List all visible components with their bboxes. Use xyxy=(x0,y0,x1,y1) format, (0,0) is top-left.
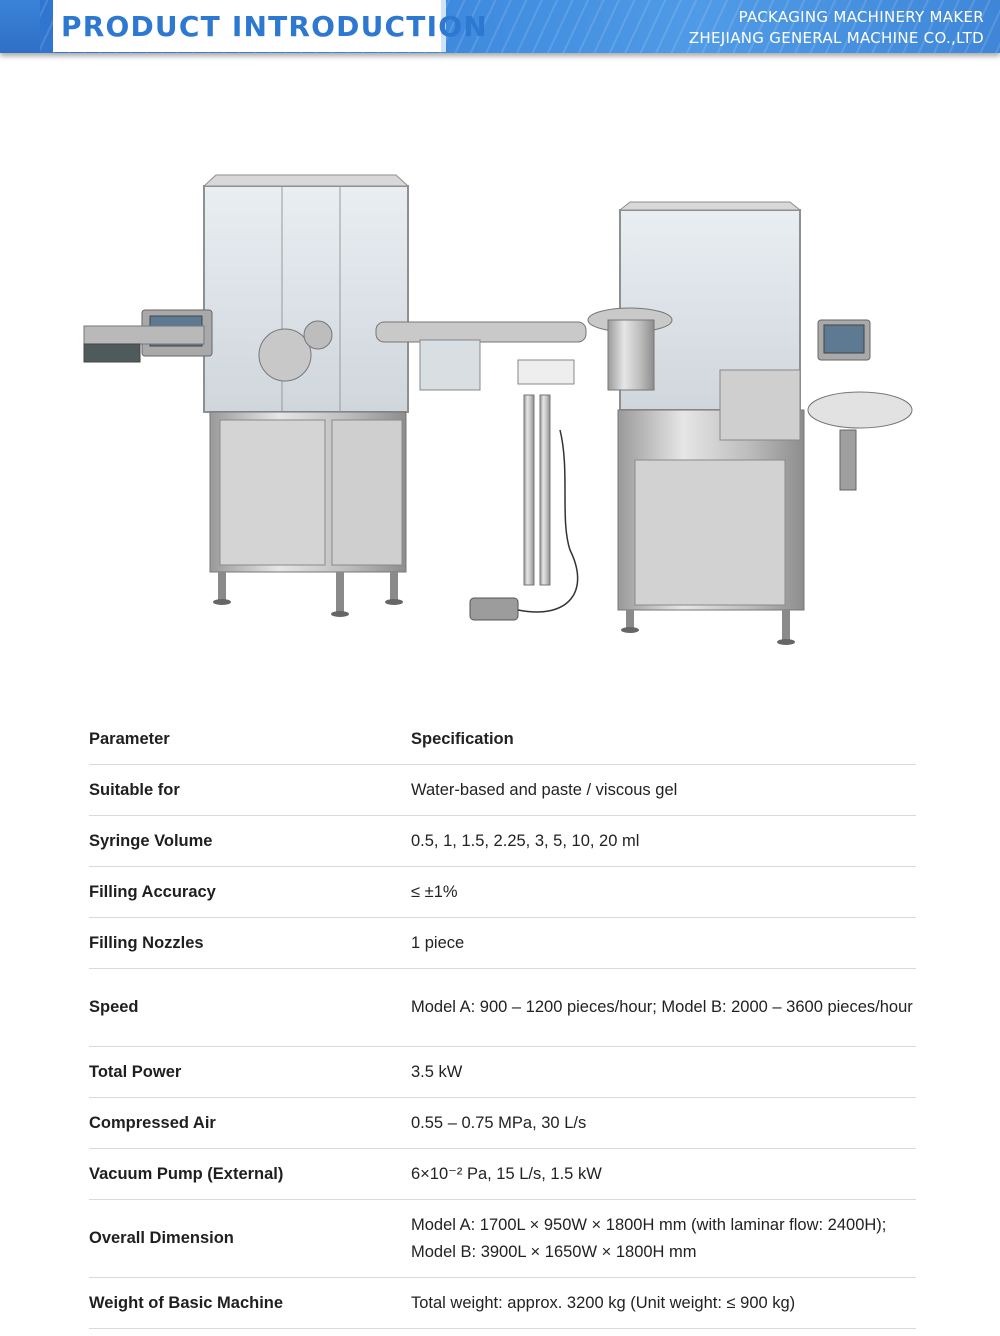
column-header-specification: Specification xyxy=(411,714,916,765)
specification-cell: 6×10⁻² Pa, 15 L/s, 1.5 kW xyxy=(411,1149,916,1200)
specification-cell: 3.5 kW xyxy=(411,1047,916,1098)
specification-cell: Total weight: approx. 3200 kg (Unit weight: ≤ 900 kg) xyxy=(411,1278,916,1329)
specification-cell: 0.55 – 0.75 MPa, 30 L/s xyxy=(411,1098,916,1149)
parameter-cell: Syringe Volume xyxy=(89,816,411,867)
syringe-filling-machine-photo xyxy=(70,170,930,660)
title-box xyxy=(53,0,488,52)
specification-cell: Water-based and paste / viscous gel xyxy=(411,765,916,816)
company-name: ZHEJIANG GENERAL MACHINE CO.,LTD xyxy=(688,29,984,47)
parameter-cell: Suitable for xyxy=(89,765,411,816)
parameter-cell: Speed xyxy=(89,969,411,1047)
parameter-cell: Vacuum Pump (External) xyxy=(89,1149,411,1200)
table-row xyxy=(89,1098,916,1149)
page-title: PRODUCT INTRODUCTION xyxy=(61,9,488,43)
specification-table xyxy=(89,714,916,1329)
header-banner xyxy=(0,0,1000,53)
parameter-cell: Weight of Basic Machine xyxy=(89,1278,411,1329)
banner-left-strip xyxy=(0,0,40,53)
specification-cell: ≤ ±1% xyxy=(411,867,916,918)
left-machine xyxy=(84,175,408,617)
company-info xyxy=(689,7,984,49)
table-row xyxy=(89,867,916,918)
parameter-cell: Overall Dimension xyxy=(89,1200,411,1278)
table-row xyxy=(89,918,916,969)
column-header-parameter: Parameter xyxy=(89,714,411,765)
specification-cell: 1 piece xyxy=(411,918,916,969)
parameter-cell: Compressed Air xyxy=(89,1098,411,1149)
specification-cell: Model A: 900 – 1200 pieces/hour; Model B: 2000 – 3600 pieces/hour xyxy=(411,969,916,1047)
table-row xyxy=(89,765,916,816)
table-row xyxy=(89,1047,916,1098)
right-machine xyxy=(588,202,912,645)
table-row xyxy=(89,969,916,1047)
company-tagline: PACKAGING MACHINERY MAKER xyxy=(738,8,984,26)
table-row xyxy=(89,1200,916,1278)
parameter-cell: Filling Accuracy xyxy=(89,867,411,918)
table-row xyxy=(89,816,916,867)
table-row xyxy=(89,1149,916,1200)
specification-cell: 0.5, 1, 1.5, 2.25, 3, 5, 10, 20 ml xyxy=(411,816,916,867)
specification-cell: Model A: 1700L × 950W × 1800H mm (with laminar flow: 2400H); Model B: 3900L × 1650W × 1800H mm xyxy=(411,1200,916,1278)
parameter-cell: Filling Nozzles xyxy=(89,918,411,969)
table-row xyxy=(89,1278,916,1329)
parameter-cell: Total Power xyxy=(89,1047,411,1098)
